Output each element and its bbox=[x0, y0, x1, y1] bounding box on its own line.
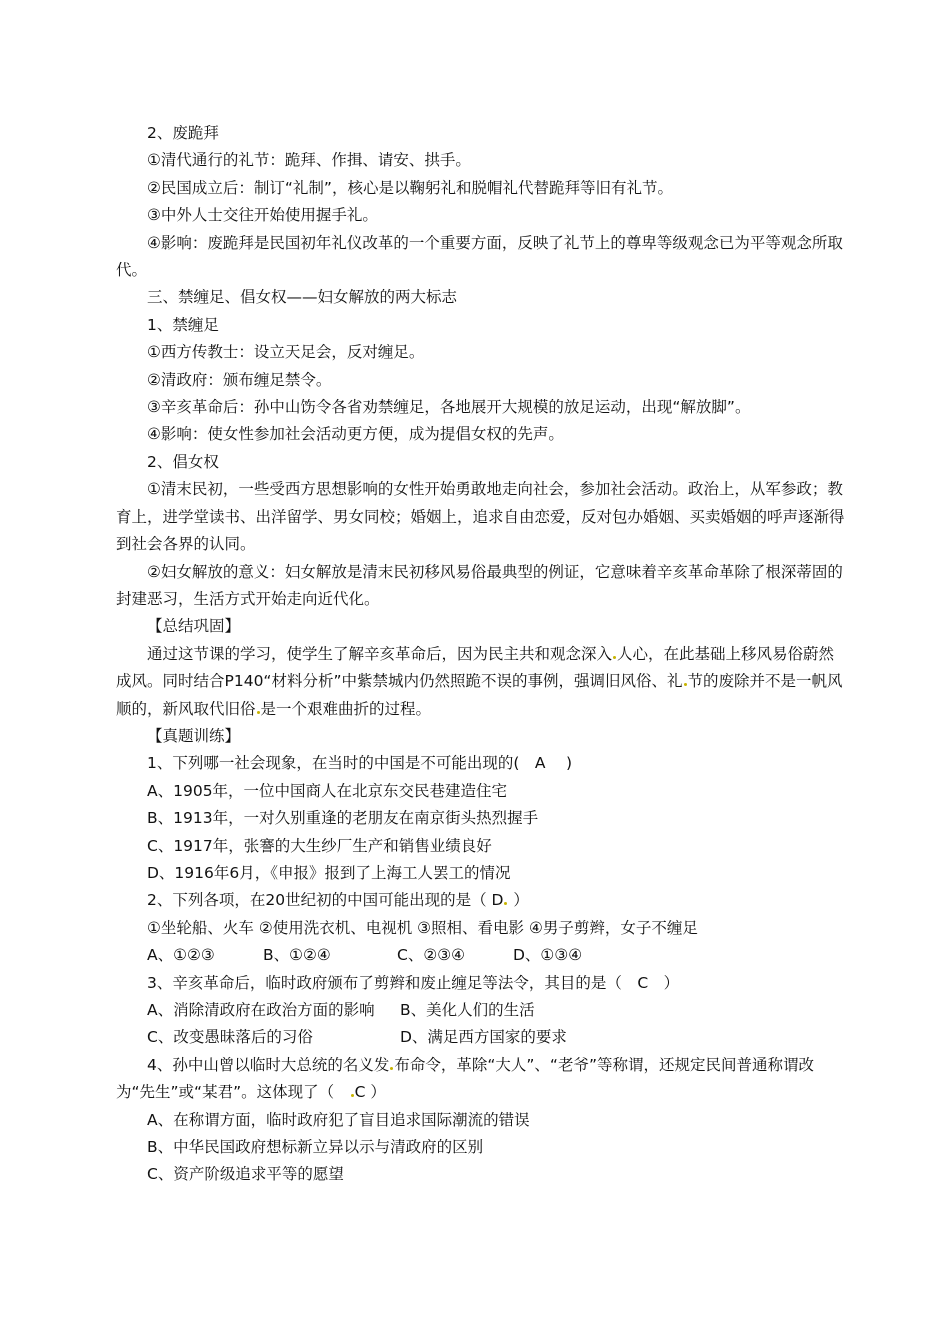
question-4-option-c: C、资产阶级追求平等的愿望 bbox=[147, 1165, 344, 1184]
question-1-option-a: A、1905年，一位中国商人在北京东交民巷建造住宅 bbox=[147, 781, 508, 800]
women-point-2: ②妇女解放的意义：妇女解放是清末民初移风易俗最典型的例证，它意味着辛亥革命革除了根深蒂固的封建恶习，生活方式开始走向近代化。 bbox=[116, 562, 843, 608]
question-4-option-a: A、在称谓方面，临时政府犯了盲目追求国际潮流的错误 bbox=[147, 1110, 530, 1129]
question-2-option-a: A、①②③ bbox=[147, 946, 215, 965]
part3-heading: 三、禁缠足、倡女权——妇女解放的两大标志 bbox=[147, 288, 458, 307]
question-2 bbox=[116, 887, 846, 914]
question-3-options-row-1 bbox=[116, 997, 846, 1024]
question-2-option-d: D、①③④ bbox=[513, 946, 583, 965]
question-2-items: ①坐轮船、火车 ②使用洗衣机、电视机 ③照相、看电影 ④男子剪辫，女子不缠足 bbox=[147, 918, 698, 937]
foot-point-2: ②清政府：颁布缠足禁令。 bbox=[147, 370, 332, 389]
foot-point-3: ③辛亥革命后：孙中山饬令各省劝禁缠足，各地展开大规模的放足运动，出现“解放脚”。 bbox=[147, 398, 751, 417]
women-point-1: ①清末民初，一些受西方思想影响的女性开始勇敢地走向社会，参加社会活动。政治上，从军参政；教育上，进学堂读书、出洋留学、男女同校；婚姻上，追求自由恋爱，反对包办婚姻、买卖婚姻的呼声逐渐得到社会各界的认同。 bbox=[116, 480, 845, 554]
summary-text-a: 通过这节课的学习，使学生了解辛亥革命后，因为民主共和观念深入 bbox=[147, 644, 613, 663]
kneel-point-3: ③中外人士交往开始使用握手礼。 bbox=[147, 206, 378, 225]
summary-text-d: 是一个艰难曲折的过程。 bbox=[260, 699, 432, 718]
kneel-point-1: ①清代通行的礼节：跪拜、作揖、请安、拱手。 bbox=[147, 151, 471, 170]
question-3-option-b: B、美化人们的生活 bbox=[400, 1001, 535, 1019]
question-2-text: 2、下列各项，在20世纪初的中国可能出现的是（ D bbox=[147, 891, 504, 910]
question-2-option-c: C、②③④ bbox=[397, 946, 466, 965]
proofread-mark bbox=[613, 656, 616, 659]
proofread-mark bbox=[684, 683, 687, 686]
practice-heading: 【真题训练】 bbox=[147, 726, 241, 745]
foot-point-1: ①西方传教士：设立天足会，反对缠足。 bbox=[147, 343, 425, 362]
proofread-mark bbox=[257, 711, 260, 714]
question-3: 3、辛亥革命后，临时政府颁布了剪辫和废止缠足等法令，其目的是（ C ） bbox=[147, 973, 680, 992]
question-2-close: ） bbox=[508, 891, 529, 910]
question-1-option-c: C、1917年，张謇的大生纱厂生产和销售业绩良好 bbox=[147, 836, 492, 855]
summary-text-c: 节的废除并不是一帆风顺的，新风取代旧俗 bbox=[116, 672, 843, 718]
proofread-mark bbox=[390, 1067, 393, 1070]
question-1-option-b: B、1913年，一对久别重逢的老朋友在南京街头热烈握手 bbox=[147, 809, 539, 828]
summary-text-b: 人心，在此基础上移风易俗蔚然成风。同时结合P140“材料分析”中紫禁城内仍然照跪不误的事例，强调旧风俗、礼 bbox=[116, 644, 835, 691]
kneel-heading: 2、废跪拜 bbox=[147, 124, 219, 142]
summary-heading: 【总结巩固】 bbox=[147, 617, 241, 636]
question-1: 1、下列哪一社会现象，在当时的中国是不可能出现的( A ) bbox=[147, 754, 572, 773]
question-4-text-b: 布命令，革除“大人”、“老爷”等称谓，还规定民间普通称谓改为“先生”或“某君”。这体现了（ bbox=[116, 1055, 814, 1102]
question-4-text-c: C ） bbox=[354, 1083, 386, 1102]
kneel-point-2: ②民国成立后：制订“礼制”，核心是以鞠躬礼和脱帽礼代替跪拜等旧有礼节。 bbox=[147, 178, 673, 197]
question-3-options-row-2 bbox=[116, 1024, 846, 1051]
question-4-text-a: 4、孙中山曾以临时大总统的名义发 bbox=[147, 1055, 390, 1074]
foot-point-4: ④影响：使女性参加社会活动更方便，成为提倡女权的先声。 bbox=[147, 425, 564, 444]
women-heading: 2、倡女权 bbox=[147, 452, 219, 471]
document-body bbox=[116, 120, 846, 1189]
question-1-option-d: D、1916年6月，《申报》报到了上海工人罢工的情况 bbox=[147, 863, 511, 882]
proofread-mark bbox=[351, 1094, 354, 1097]
foot-heading: 1、禁缠足 bbox=[147, 315, 219, 334]
question-2-options bbox=[116, 942, 846, 969]
question-3-option-c: C、改变愚昧落后的习俗 bbox=[147, 1028, 313, 1047]
summary-paragraph bbox=[116, 641, 846, 723]
question-2-option-b: B、①②④ bbox=[263, 946, 331, 965]
question-4-option-b: B、中华民国政府想标新立异以示与清政府的区别 bbox=[147, 1138, 484, 1157]
question-3-option-a: A、消除清政府在政治方面的影响 bbox=[147, 1001, 375, 1019]
kneel-point-4: ④影响：废跪拜是民国初年礼仪改革的一个重要方面，反映了礼节上的尊卑等级观念已为平等观念所取代。 bbox=[116, 233, 843, 280]
question-3-option-d: D、满足西方国家的要求 bbox=[400, 1028, 567, 1047]
question-4 bbox=[116, 1052, 846, 1107]
proofread-mark bbox=[504, 902, 507, 905]
